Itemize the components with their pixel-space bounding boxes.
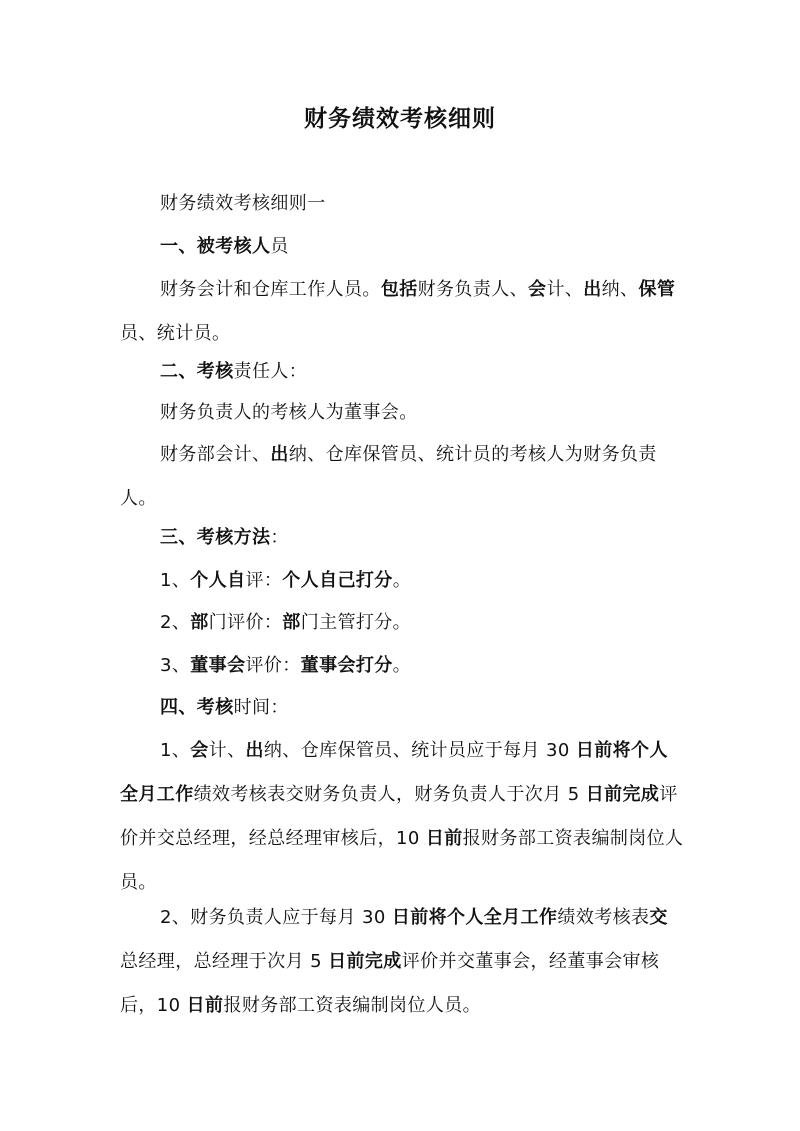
text-run: 评价并交总经理，经总经理审核后，10 (120, 784, 678, 849)
section-2-paragraph-2 (120, 433, 686, 521)
text-run: 总经理，总经理于次月 5 (120, 951, 329, 972)
text-run: 计、 (546, 279, 584, 300)
text-run-bold: 部 (190, 612, 209, 633)
text-run: 纳、仓库保管员、统计员应于每月 30 (263, 740, 576, 761)
section-3-item-1 (120, 559, 686, 603)
text-run-bold: 保管 (638, 279, 676, 300)
text-run: 财务会计和仓库工作人员。 (160, 279, 381, 300)
text-run-bold: 会 (528, 279, 547, 300)
section-heading-2 (120, 350, 686, 394)
text-run: 2、财务负责人应于每月 30 (160, 907, 392, 928)
section-2-paragraph-1 (120, 391, 686, 435)
section-heading-1-rest: 员 (270, 236, 289, 257)
text-run: 报财务部工资表编制岗位人员。 (120, 828, 684, 893)
text-run-bold: 出 (270, 444, 289, 465)
text-run-bold: 出 (583, 279, 602, 300)
text-run-bold: 董事会 (190, 655, 246, 676)
section-heading-1-bold: 一、被考核人 (160, 236, 271, 257)
text-run: 门评价： (208, 612, 283, 633)
text-run-bold: 日前完成 (328, 951, 402, 972)
section-1-paragraph (120, 268, 686, 356)
text-run: 。 (392, 570, 412, 591)
text-run-bold: 交 (649, 907, 668, 928)
text-run: 评： (245, 570, 283, 591)
text-run-bold: 出 (245, 740, 264, 761)
text-run-bold: 个人自 (190, 570, 246, 591)
text-run: 门主管打分。 (300, 612, 412, 633)
text-run: 评价： (245, 655, 301, 676)
text-run: 纳、仓库保管员、统计员的考核人为财务负责人。 (120, 444, 657, 509)
text-run: 员、统计员。 (120, 323, 231, 344)
text-run: 财务部会计、 (160, 444, 271, 465)
text-run-bold: 个人自己打分 (282, 570, 393, 591)
subtitle-text: 财务绩效考核细则一 (160, 193, 326, 214)
text-run-bold: 日前将个人全月工作 (391, 907, 558, 928)
text-run: 绩效考核表 (557, 907, 650, 928)
section-heading-4-bold: 四、考核 (160, 697, 234, 718)
document-title: 财务绩效考核细则 (304, 106, 496, 132)
text-run-bold: 日前将个人全月工作 (120, 740, 668, 805)
section-heading-4-rest: 时间： (233, 697, 289, 718)
text-run: 绩效考核表交财务负责人，财务负责人于次月 5 (193, 784, 586, 805)
text-run: 纳、 (601, 279, 639, 300)
text-run: 财务负责人的考核人为董事会。 (160, 402, 418, 423)
section-heading-2-bold: 二、考核 (160, 361, 234, 382)
text-run: 财务负责人、 (417, 279, 529, 300)
section-heading-3 (120, 516, 686, 560)
text-run: 1、 (160, 570, 191, 591)
text-run: 报财务部工资表编制岗位人员。 (223, 995, 482, 1016)
text-run: 评价并交董事会，经董事会审核后，10 (120, 951, 660, 1016)
text-run: 3、 (160, 655, 191, 676)
text-run-bold: 包括 (380, 279, 418, 300)
text-run-bold: 日前 (186, 995, 224, 1016)
section-3-item-3 (120, 644, 686, 688)
text-run-bold: 董事会打分 (300, 655, 393, 676)
text-run-bold: 日前完成 (585, 784, 660, 805)
section-4-item-1 (120, 729, 686, 905)
text-run: 2、 (160, 612, 191, 633)
section-3-item-2 (120, 601, 686, 645)
section-4-item-2 (120, 896, 686, 1028)
section-heading-2-rest: 责任人： (233, 361, 308, 382)
section-heading-3-rest: ： (270, 527, 289, 548)
text-run-bold: 部 (282, 612, 301, 633)
section-heading-4 (120, 686, 686, 730)
text-run: 计、 (208, 740, 246, 761)
text-run-bold: 日前 (425, 828, 463, 849)
section-heading-1 (120, 225, 686, 269)
section-heading-3-bold: 三、考核方法 (160, 527, 271, 548)
text-run-bold: 会 (190, 740, 209, 761)
text-run: 。 (392, 655, 412, 676)
text-run: 1、 (160, 740, 191, 761)
document-subtitle (120, 182, 686, 226)
